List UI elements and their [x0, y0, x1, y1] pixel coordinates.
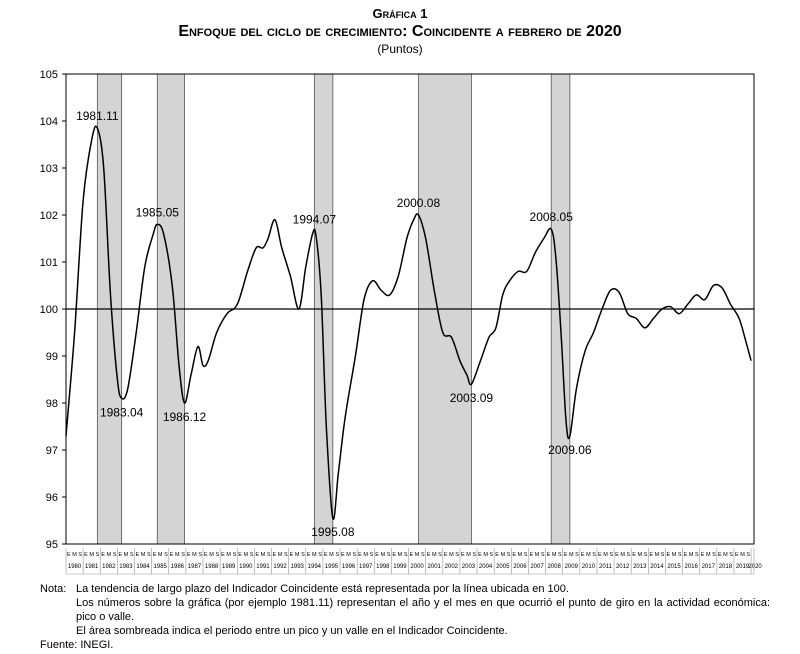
x-month-label-2009-M: M — [568, 552, 574, 558]
x-month-label-1992-E: E — [272, 552, 277, 558]
note-trend-line: La tendencia de largo plazo del Indicador Coincidente está representada por la línea ubicada en 100. — [76, 583, 569, 595]
x-month-label-2018-E: E — [717, 552, 722, 558]
x-month-label-1989-E: E — [221, 552, 225, 558]
x-month-label-1995-M: M — [329, 552, 334, 558]
x-month-label-2001-E: E — [426, 552, 431, 558]
y-tick-label-95: 95 — [45, 539, 58, 551]
x-year-label-2016: 2016 — [684, 564, 698, 570]
turning-point-label-1983-04: 1983.04 — [99, 405, 144, 420]
x-year-label-1990: 1990 — [239, 564, 253, 570]
x-month-label-2008-S: S — [557, 552, 562, 558]
x-month-label-1987-S: S — [198, 552, 202, 558]
x-year-label-1996: 1996 — [341, 564, 356, 570]
chart-title: Enfoque del ciclo de crecimiento: Coincidente a febrero de 2020 — [178, 23, 622, 40]
x-month-label-1996-S: S — [352, 552, 357, 558]
x-month-label-1983-E: E — [118, 552, 123, 558]
x-month-label-2019-S: S — [746, 552, 751, 558]
x-month-label-2003-S: S — [472, 552, 477, 558]
x-month-label-2015-E: E — [666, 552, 671, 558]
x-month-label-1999-M: M — [397, 552, 403, 558]
x-year-label-2003: 2003 — [461, 564, 476, 570]
x-year-label-2010: 2010 — [581, 564, 596, 570]
x-month-label-1984-S: S — [146, 552, 151, 558]
x-month-label-2019-M: M — [740, 552, 745, 558]
x-month-label-1981-M: M — [89, 552, 94, 558]
x-month-label-2007-M: M — [534, 552, 540, 558]
x-month-label-1981-S: S — [95, 552, 100, 558]
x-month-label-1982-M: M — [106, 552, 112, 558]
x-month-label-2006-E: E — [512, 552, 516, 558]
x-month-label-1990-E: E — [238, 552, 242, 558]
x-month-label-2007-S: S — [540, 552, 545, 558]
x-month-label-2000-E: E — [409, 552, 414, 558]
x-month-label-2011-S: S — [609, 552, 614, 558]
turning-point-label-1981-11: 1981.11 — [76, 109, 119, 124]
x-year-label-1986: 1986 — [170, 564, 185, 570]
x-month-label-2012-M: M — [620, 552, 625, 558]
x-month-label-2017-S: S — [712, 552, 716, 558]
x-month-label-1982-E: E — [101, 552, 105, 558]
x-month-label-1996-M: M — [346, 552, 351, 558]
x-month-label-1980-E: E — [67, 552, 71, 558]
coincident-indicator-chart — [0, 60, 800, 580]
x-month-label-1991-E: E — [255, 552, 260, 558]
x-month-label-1995-S: S — [335, 552, 340, 558]
x-month-label-2002-E: E — [443, 552, 448, 558]
x-year-label-1987: 1987 — [187, 564, 202, 570]
x-year-label-1980: 1980 — [67, 564, 82, 570]
turning-point-label-2000-08: 2000.08 — [396, 196, 441, 210]
x-month-label-2013-E: E — [632, 552, 636, 558]
x-month-label-1984-M: M — [140, 552, 146, 558]
x-month-label-2004-S: S — [489, 552, 494, 558]
x-month-label-1988-S: S — [215, 552, 220, 558]
y-tick-label-102: 102 — [39, 210, 58, 222]
x-month-label-1983-M: M — [123, 552, 129, 558]
y-tick-label-99: 99 — [45, 351, 58, 363]
note-shaded-area: El área sombreada indica el periodo entre un pico y un valle en el Indicador Coincidente. — [76, 625, 508, 637]
x-year-label-1995: 1995 — [324, 564, 339, 570]
x-month-label-1992-M: M — [277, 552, 283, 558]
chart-subtitle: (Puntos) — [377, 42, 423, 56]
x-year-label-2001: 2001 — [427, 564, 441, 570]
x-month-label-2004-E: E — [478, 552, 482, 558]
x-month-label-2017-M: M — [705, 552, 711, 558]
y-tick-label-96: 96 — [45, 492, 58, 504]
x-month-label-2016-E: E — [683, 552, 688, 558]
y-tick-label-103: 103 — [39, 163, 58, 175]
x-month-label-1998-S: S — [386, 552, 391, 558]
x-month-label-2008-M: M — [551, 552, 557, 558]
x-month-label-2002-S: S — [455, 552, 459, 558]
x-month-label-2017-E: E — [700, 552, 705, 558]
x-year-label-1988: 1988 — [204, 564, 219, 570]
x-month-label-1994-E: E — [306, 552, 311, 558]
x-year-label-1981: 1981 — [85, 564, 99, 570]
turning-point-label-2009-06: 2009.06 — [548, 442, 592, 457]
x-month-label-1997-S: S — [369, 552, 374, 558]
x-month-label-2009-S: S — [575, 552, 579, 558]
x-month-label-1988-E: E — [204, 552, 208, 558]
turning-point-label-1994-07: 1994.07 — [292, 212, 337, 227]
x-year-label-2018: 2018 — [718, 564, 733, 570]
x-month-label-1993-E: E — [289, 552, 294, 558]
x-year-label-1984: 1984 — [136, 564, 150, 570]
x-year-label-2007: 2007 — [530, 564, 544, 570]
x-month-label-1990-S: S — [249, 552, 254, 558]
x-month-label-2006-S: S — [523, 552, 528, 558]
x-month-label-1986-M: M — [175, 552, 180, 558]
x-month-label-1997-E: E — [358, 552, 362, 558]
x-month-label-1991-S: S — [266, 552, 271, 558]
x-month-label-2019-E: E — [734, 552, 739, 558]
x-year-label-2011: 2011 — [599, 564, 612, 570]
x-month-label-1987-E: E — [186, 552, 191, 558]
x-year-label-1997: 1997 — [359, 564, 373, 570]
x-month-label-1982-S: S — [112, 552, 117, 558]
x-month-label-1983-S: S — [129, 552, 134, 558]
x-month-label-2009-E: E — [563, 552, 568, 558]
x-month-label-2003-M: M — [466, 552, 471, 558]
x-month-label-1985-M: M — [157, 552, 163, 558]
x-year-label-1993: 1993 — [290, 564, 304, 570]
x-month-label-1980-S: S — [78, 552, 83, 558]
x-month-label-1985-E: E — [152, 552, 157, 558]
x-month-label-2015-M: M — [671, 552, 677, 558]
x-month-label-2000-M: M — [414, 552, 420, 558]
x-month-label-2018-S: S — [729, 552, 733, 558]
x-month-label-1994-S: S — [318, 552, 322, 558]
x-month-label-2014-E: E — [649, 552, 654, 558]
x-month-label-1994-M: M — [312, 552, 317, 558]
x-year-label-1992: 1992 — [273, 564, 287, 570]
x-month-label-1986-S: S — [181, 552, 185, 558]
x-month-label-1986-E: E — [169, 552, 174, 558]
x-month-label-2012-E: E — [615, 552, 619, 558]
x-month-label-1995-E: E — [323, 552, 328, 558]
chart-notes — [40, 582, 770, 652]
turning-point-label-1995-08: 1995.08 — [311, 525, 355, 540]
x-month-label-2005-E: E — [495, 552, 499, 558]
x-year-label-1989: 1989 — [222, 564, 236, 570]
x-month-label-1984-E: E — [135, 552, 140, 558]
x-month-label-1993-M: M — [294, 552, 300, 558]
x-year-label-1999: 1999 — [393, 564, 407, 570]
x-month-label-1987-M: M — [192, 552, 197, 558]
x-year-label-1983: 1983 — [119, 564, 133, 570]
y-tick-label-98: 98 — [45, 398, 58, 410]
y-tick-label-97: 97 — [45, 445, 58, 457]
x-month-label-2016-M: M — [688, 552, 694, 558]
x-month-label-2008-E: E — [546, 552, 551, 558]
x-year-label-1985: 1985 — [153, 564, 167, 570]
x-month-label-1985-S: S — [164, 552, 168, 558]
x-year-label-2004: 2004 — [478, 564, 493, 570]
turning-point-label-1986-12: 1986.12 — [162, 410, 207, 424]
y-tick-label-104: 104 — [39, 116, 58, 128]
x-month-label-1989-M: M — [226, 552, 232, 558]
x-month-label-2014-S: S — [660, 552, 665, 558]
x-month-label-2010-E: E — [580, 552, 585, 558]
x-month-label-2005-M: M — [500, 552, 506, 558]
x-year-label-2014: 2014 — [650, 564, 664, 570]
x-month-label-2001-M: M — [431, 552, 437, 558]
x-month-label-1992-S: S — [283, 552, 288, 558]
x-month-label-2000-S: S — [420, 552, 425, 558]
x-month-label-2011-E: E — [597, 552, 602, 558]
x-month-label-1991-M: M — [260, 552, 266, 558]
x-month-label-1981-E: E — [84, 552, 88, 558]
turning-point-label-2003-09: 2003.09 — [449, 391, 494, 406]
x-month-label-2010-S: S — [592, 552, 596, 558]
note-turning-points: Los números sobre la gráfica (por ejemplo 1981.11) representan el año y el mes en que ocurrió el punto de giro en la actividad económica: pico o valle. — [76, 597, 770, 623]
x-month-label-1998-E: E — [375, 552, 379, 558]
x-month-label-1998-M: M — [380, 552, 386, 558]
x-month-label-2003-E: E — [460, 552, 465, 558]
x-month-label-2013-S: S — [643, 552, 648, 558]
y-tick-label-105: 105 — [39, 69, 58, 81]
x-year-label-2020: 2020 — [748, 564, 762, 570]
x-month-label-1997-M: M — [363, 552, 369, 558]
x-year-label-2000: 2000 — [410, 564, 424, 570]
x-month-label-2005-S: S — [506, 552, 511, 558]
source-note: Fuente: INEGI. — [40, 639, 114, 651]
x-month-label-2012-S: S — [626, 552, 631, 558]
notes-label: Nota: — [40, 583, 67, 595]
x-month-label-1980-M: M — [72, 552, 77, 558]
x-year-label-2008: 2008 — [547, 564, 561, 570]
x-year-label-2009: 2009 — [564, 564, 578, 570]
x-year-label-1991: 1991 — [256, 564, 270, 570]
x-month-label-2004-M: M — [483, 552, 488, 558]
x-month-label-1993-S: S — [301, 552, 305, 558]
x-month-label-1999-S: S — [403, 552, 408, 558]
x-year-label-2013: 2013 — [633, 564, 647, 570]
x-year-label-2006: 2006 — [513, 564, 527, 570]
x-month-label-1989-S: S — [232, 552, 237, 558]
x-month-label-1999-E: E — [392, 552, 397, 558]
y-tick-label-101: 101 — [39, 257, 58, 269]
x-month-label-2018-M: M — [723, 552, 728, 558]
turning-point-label-1985-05: 1985.05 — [135, 205, 179, 220]
x-year-label-1994: 1994 — [307, 564, 322, 570]
x-month-label-2010-M: M — [586, 552, 591, 558]
x-month-label-2007-E: E — [529, 552, 534, 558]
x-month-label-1990-M: M — [243, 552, 249, 558]
x-month-label-2015-S: S — [677, 552, 682, 558]
x-year-label-2015: 2015 — [667, 564, 681, 570]
turning-point-label-2008-05: 2008.05 — [529, 210, 573, 225]
x-year-label-2012: 2012 — [615, 564, 630, 570]
x-month-label-2013-M: M — [637, 552, 643, 558]
x-month-label-2006-M: M — [517, 552, 523, 558]
x-month-label-1996-E: E — [341, 552, 345, 558]
x-year-label-2019: 2019 — [735, 564, 750, 570]
y-tick-label-100: 100 — [39, 304, 58, 316]
x-year-label-2017: 2017 — [701, 564, 715, 570]
x-month-label-2016-S: S — [695, 552, 699, 558]
x-year-label-1998: 1998 — [376, 564, 390, 570]
figure-label: Gráfica 1 — [372, 6, 428, 21]
chart-header — [0, 6, 800, 56]
x-month-label-1988-M: M — [209, 552, 214, 558]
x-month-label-2014-M: M — [654, 552, 660, 558]
x-year-label-1982: 1982 — [102, 564, 116, 570]
x-year-label-2002: 2002 — [444, 564, 459, 570]
x-month-label-2011-M: M — [603, 552, 608, 558]
x-month-label-2001-S: S — [438, 552, 442, 558]
x-month-label-2002-M: M — [449, 552, 454, 558]
x-year-label-2005: 2005 — [496, 564, 510, 570]
